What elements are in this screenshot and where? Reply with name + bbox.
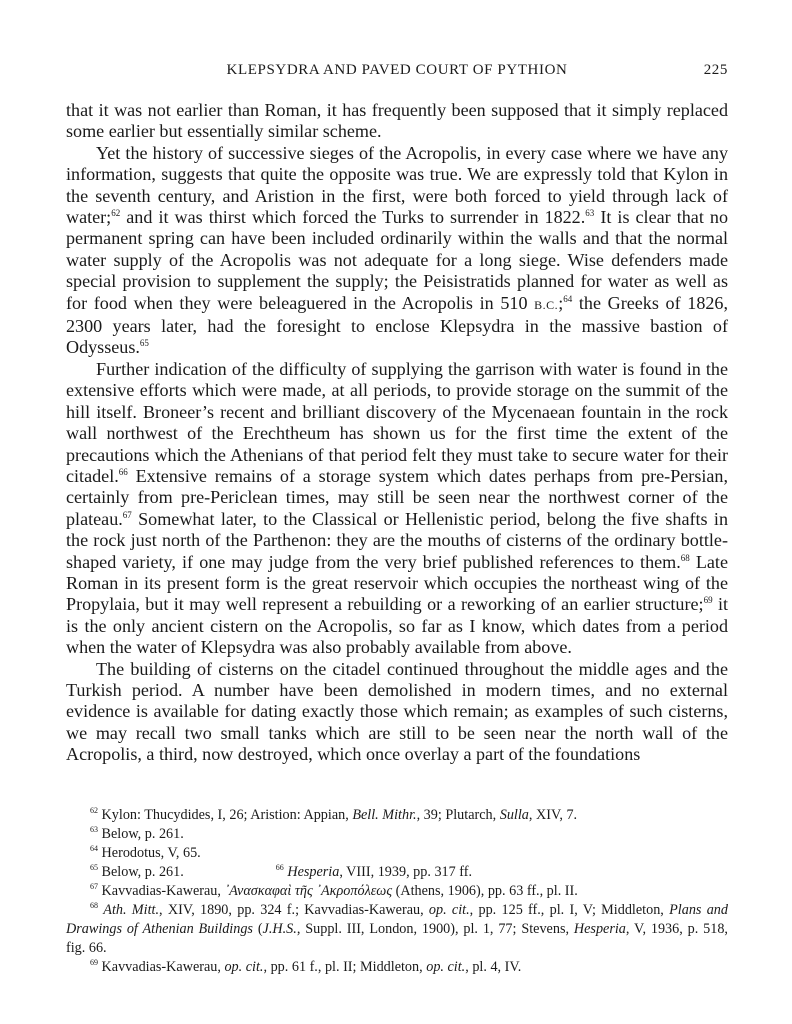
page-number: 225 xyxy=(703,62,728,78)
footnote-text: Below, p. 261. xyxy=(101,826,184,842)
footnote-number: 65 xyxy=(90,863,98,872)
paragraph-4 xyxy=(66,659,728,766)
footnote-text: Below, p. 261. xyxy=(101,864,184,880)
footnote-68 xyxy=(66,901,728,958)
footnote-text: Kavvadias-Kawerau, xyxy=(101,959,225,975)
footnote-ref-67[interactable]: 67 xyxy=(122,509,132,520)
footnote-italic: Plans and Drawings of Athenian Buildings xyxy=(66,902,728,937)
p3-part-a: Further indication of the difficulty of supplying the garrison with water is found in the extensive efforts which were made, at all periods, to provide storage on the summit of the hill itself. Broneer’s recent and brilliant discovery of the Mycenaean fountain in the rock wall northwest of the Erechtheum has shown us for the first time the extent of the precautions which the Athenians of that period felt they must take to secure water for their citadel. xyxy=(66,358,728,486)
footnote-number: 62 xyxy=(90,806,98,815)
footnotes xyxy=(66,806,728,977)
footnote-text: , 39; Plutarch, xyxy=(416,807,500,823)
running-header xyxy=(66,62,728,84)
p3-part-b: Extensive remains of a storage system which dates perhaps from pre-Persian, certainly from pre-Periclean times, may still be seen near the northwest corner of the plateau. xyxy=(66,465,728,529)
footnote-62 xyxy=(66,806,728,825)
footnote-number: 67 xyxy=(90,882,98,891)
footnote-69 xyxy=(66,958,728,977)
paragraph-1-text: that it was not earlier than Roman, it has frequently been supposed that it simply replaced some earlier but essentially similar scheme. xyxy=(66,100,728,142)
footnote-ref-69[interactable]: 69 xyxy=(703,595,713,606)
paragraph-1 xyxy=(66,100,728,143)
footnote-ref-63[interactable]: 63 xyxy=(585,208,595,219)
footnote-italic: Bell. Mithr. xyxy=(352,807,417,823)
p3-part-c: Somewhat later, to the Classical or Hellenistic period, belong the five shafts in the rock just north of the Parthenon: they are the mouths of cisterns of the ordinary bottle-shaped variety, if one may judge from the very brief published references to them. xyxy=(66,508,728,572)
footnote-ref-66[interactable]: 66 xyxy=(118,466,128,477)
footnote-ref-62[interactable]: 62 xyxy=(111,208,121,219)
footnote-67 xyxy=(66,882,728,901)
footnote-64 xyxy=(66,844,728,863)
footnote-italic: Ath. Mitt. xyxy=(103,902,159,918)
footnote-greek-title: ᾽Ανασκαφαὶ τῆς ᾽Ακροπόλεως xyxy=(224,883,393,899)
footnote-text: ( xyxy=(252,921,263,937)
footnote-number: 69 xyxy=(90,958,98,967)
footnote-text: Kylon: Thucydides, I, 26; Aristion: Appian, xyxy=(101,807,353,823)
body-text xyxy=(66,100,728,766)
footnote-text: , XIV, 7. xyxy=(528,807,578,823)
footnote-text: , XIV, 1890, pp. 324 f.; Kavvadias-Kawerau, xyxy=(159,902,429,918)
footnote-ref-65[interactable]: 65 xyxy=(139,338,149,349)
footnote-text: , pl. 4, IV. xyxy=(465,959,522,975)
footnote-ref-68[interactable]: 68 xyxy=(680,552,690,563)
footnote-number: 63 xyxy=(90,825,98,834)
footnote-italic: op. cit. xyxy=(224,959,264,975)
footnote-text: (Athens, 1906), pp. 63 ff., pl. II. xyxy=(392,883,578,899)
bc-abbreviation: B.C. xyxy=(534,297,559,312)
footnote-text: , pp. 125 ff., pl. I, V; Middleton, xyxy=(469,902,670,918)
paragraph-2 xyxy=(66,143,728,359)
footnote-italic: J.H.S. xyxy=(262,921,297,937)
footnote-italic: Sulla xyxy=(499,807,529,823)
footnote-text: , VIII, 1939, pp. 317 ff. xyxy=(339,864,473,880)
footnote-italic: Hesperia xyxy=(573,921,626,937)
footnote-italic: op. cit. xyxy=(428,902,470,918)
footnote-text: , pp. 61 f., pl. II; Middleton, xyxy=(263,959,427,975)
footnote-number: 68 xyxy=(90,901,98,910)
p2-part-a: Yet the history of successive sieges of the Acropolis, in every case where we have any information, suggests that quite the opposite was true. We are expressly told that Kylon in the seventh century, and Aristion in the first, were both forced to yield through lack of water; xyxy=(66,142,728,228)
running-title: KLEPSYDRA AND PAVED COURT OF PYTHION xyxy=(226,62,568,78)
p2-part-e: the Greeks of 1826, 2300 years later, had the foresight to enclose Klepsydra in the massive bastion of Odysseus. xyxy=(66,292,728,358)
footnote-text: , V, 1936, p. 518, fig. 66. xyxy=(66,921,728,956)
p2-part-c: It is clear that no permanent spring can have been included ordinarily within the walls and that the normal water supply of the Acropolis was not adequate for a long siege. Wise defenders made special provision to supplement the supply; the Peisistratids planned for water as well as for food when they were beleaguered in the Acropolis in 510 xyxy=(66,207,728,313)
footnote-number: 64 xyxy=(90,844,98,853)
footnote-number: 66 xyxy=(275,863,284,872)
footnote-65-66 xyxy=(66,863,728,882)
footnote-text: , Suppl. III, London, 1900), pl. 1, 77; Stevens, xyxy=(296,921,574,937)
p3-part-d: Late Roman in its present form is the great reservoir which occupies the northeast wing of the Propylaia, but it may well represent a rebuilding or a reworking of an earlier structure; xyxy=(66,551,728,615)
footnote-ref-64[interactable]: 64 xyxy=(563,293,573,304)
paragraph-3 xyxy=(66,359,728,659)
paragraph-4-text: The building of cisterns on the citadel continued throughout the middle ages and the Turkish period. A number have been demolished in modern times, and no external evidence is available for dating exactly those which remain; as examples of such cisterns, we may recall two small tanks which are still to be seen near the north wall of the Acropolis, a third, now destroyed, which once overlay a part of the foundations xyxy=(66,658,728,765)
p2-part-d: ; xyxy=(558,292,564,313)
footnote-text: Herodotus, V, 65. xyxy=(101,845,201,861)
p2-part-b: and it was thirst which forced the Turks to surrender in 1822. xyxy=(120,207,586,228)
p3-part-e: it is the only ancient cistern on the Acropolis, so far as I know, which dates from a period when the water of Klepsydra was also probably available from above. xyxy=(66,594,728,658)
footnote-text: Kavvadias-Kawerau, xyxy=(101,883,225,899)
footnote-italic: Hesperia xyxy=(287,864,340,880)
footnote-63 xyxy=(66,825,728,844)
footnote-italic: op. cit. xyxy=(426,959,466,975)
